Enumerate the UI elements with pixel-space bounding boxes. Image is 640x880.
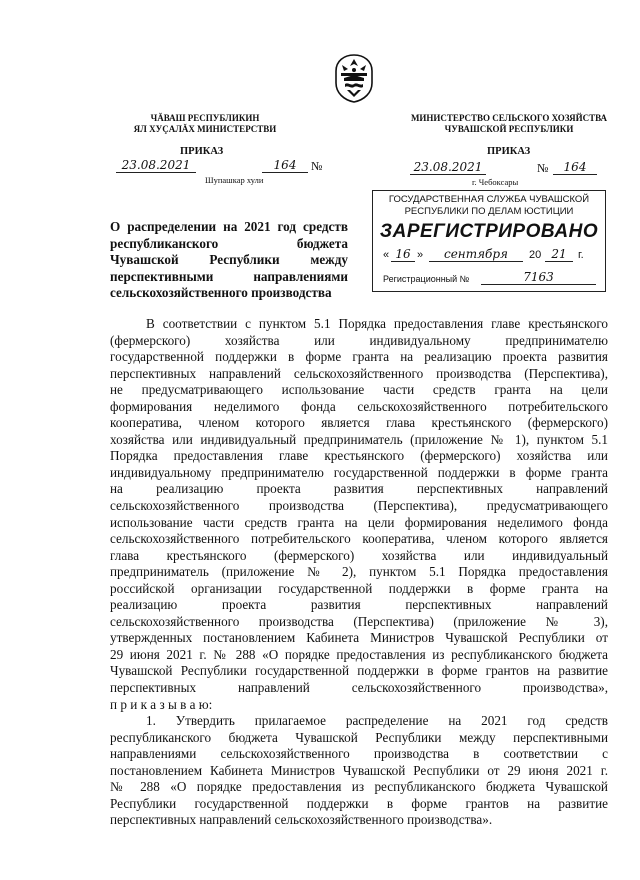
body-line: постановлением Кабинета Министров Чувашской Республики от 29 июня 2021 г. (110, 762, 608, 778)
body-line: сельскохозяйственного потребительского кооператива, членом которого является (110, 531, 608, 547)
body-line: В соответствии с пунктом 5.1 Порядка предоставления главе крестьянского (146, 316, 608, 331)
body-line-prikazyvayu: п р и к а з ы в а ю: (110, 696, 213, 712)
right-ministry-header (400, 113, 618, 135)
body-line: сельскохозяйственного производства (Перспектива), предусматривающего (110, 498, 608, 514)
stamp-day: 16 (391, 247, 415, 262)
title-line-5: сельскохозяйственного производства (110, 285, 332, 300)
stamp-close-quote: » (417, 249, 424, 261)
right-header-line1: МИНИСТЕРСТВО СЕЛЬСКОГО ХОЗЯЙСТВА (410, 113, 608, 123)
body-line: на реализацию проекта развития перспективных направлений (110, 481, 608, 497)
right-number-sign: № (537, 161, 549, 175)
right-number: 164 (553, 160, 597, 175)
title-line-1: О распределении на 2021 год средств (110, 219, 348, 234)
body-line: не предусматривающего использование части средств гранта на цели (110, 382, 608, 398)
body-line: реализацию проекта развития перспективных направлений (110, 597, 608, 613)
document-title (110, 219, 348, 302)
stamp-year-suffix: г. (578, 249, 584, 261)
right-header-line2: ЧУВАШСКОЙ РЕСПУБЛИКИ (444, 124, 574, 134)
body-line: Республики государственной поддержки в форме грантов на развитие (110, 795, 608, 811)
stamp-reg-label: Регистрационный № (383, 274, 470, 284)
title-line-4: перспективными направлениями (110, 268, 348, 284)
stamp-year: 21 (545, 247, 573, 262)
right-city: г. Чебоксары (472, 177, 519, 187)
body-line: использование части средств гранта на цели формирования неделимого фонда (110, 514, 608, 530)
body-line: государственной поддержки в форме гранта на реализацию проекта развития (110, 349, 608, 365)
body-line: перспективных направлений сельскохозяйственного производства». (110, 812, 493, 828)
body-line: российской организации государственной поддержки в форме гранта на (110, 580, 608, 596)
stamp-date-row (383, 247, 598, 265)
body-line: Порядка предоставления главе крестьянского (фермерского) хозяйства или (110, 448, 608, 464)
body-line: индивидуальному предпринимателю государственной поддержки в форме гранта (110, 464, 608, 480)
body-line: формирования неделимого фонда сельскохозяйственного потребительского (110, 398, 608, 414)
coat-of-arms-emblem (332, 53, 376, 103)
body-line: предприниматель (приложение № 2), пунктом 5.1 Порядка предоставления (110, 564, 608, 580)
left-number: 164 (262, 158, 308, 173)
stamp-open-quote: « (383, 249, 390, 261)
stamp-registered: ЗАРЕГИСТРИРОВАНО (379, 221, 599, 242)
left-header-line1: ЧĂВАШ РЕСПУБЛИКИН (150, 113, 260, 123)
body-line: Чувашской Республики государственной поддержки в форме грантов на развитие (110, 663, 608, 679)
body-line: республиканского бюджета Чувашской Республики между перспективными (110, 729, 608, 745)
body-line: 29 июня 2021 г. № 288 «О порядке предоставления из республиканского бюджета (110, 646, 608, 662)
body-line: утвержденных постановлением Кабинета Министров Чувашской Республики от (110, 630, 608, 646)
title-line-3: Чувашской Республики между (110, 252, 348, 267)
body-line: перспективных направлений сельскохозяйственного производства (Перспектива), (110, 365, 608, 381)
left-prikaz-label: ПРИКАЗ (180, 146, 224, 157)
left-number-sign: № (311, 159, 323, 173)
body-line: № 288 «О порядке предоставления из республиканского бюджета Чувашской (110, 779, 608, 795)
stamp-year-prefix: 20 (529, 249, 542, 261)
body-line: глава крестьянского (фермерского) хозяйства или индивидуальный (110, 547, 608, 563)
body-line: перспективных направлений сельскохозяйственного производства», (110, 680, 608, 696)
stamp-month: сентября (429, 247, 523, 262)
stamp-reg-number: 7163 (481, 270, 596, 285)
left-date: 23.08.2021 (116, 158, 196, 173)
body-line: направлениями сельскохозяйственного производства в соответствии с (110, 746, 608, 762)
registration-stamp (372, 190, 606, 292)
left-ministry-header (120, 113, 290, 135)
left-city: Шупашкар хули (205, 175, 264, 185)
title-line-2: республиканского бюджета (110, 235, 348, 251)
stamp-line2: РЕСПУБЛИКИ ПО ДЕЛАМ ЮСТИЦИИ (404, 206, 574, 217)
document-body (110, 316, 608, 829)
body-line: сельскохозяйственного производства (Перспектива) (приложение № 3), (110, 613, 608, 629)
left-header-line2: ЯЛ ХУÇАЛĂХ МИНИСТЕРСТВИ (133, 124, 277, 134)
body-line: 1. Утвердить прилагаемое распределение на 2021 год средств (146, 713, 608, 729)
body-line: (фермерского) хозяйства или индивидуальному предпринимателю (110, 332, 608, 348)
stamp-line1: ГОСУДАРСТВЕННАЯ СЛУЖБА ЧУВАШСКОЙ (388, 194, 590, 205)
body-line: хозяйства или индивидуальный предприниматель (приложение № 1), пунктом 5.1 (110, 431, 608, 447)
body-line: кооператива, членом которого является глава крестьянского (фермерского) (110, 415, 608, 431)
right-date: 23.08.2021 (410, 160, 486, 175)
right-prikaz-label: ПРИКАЗ (487, 146, 531, 157)
